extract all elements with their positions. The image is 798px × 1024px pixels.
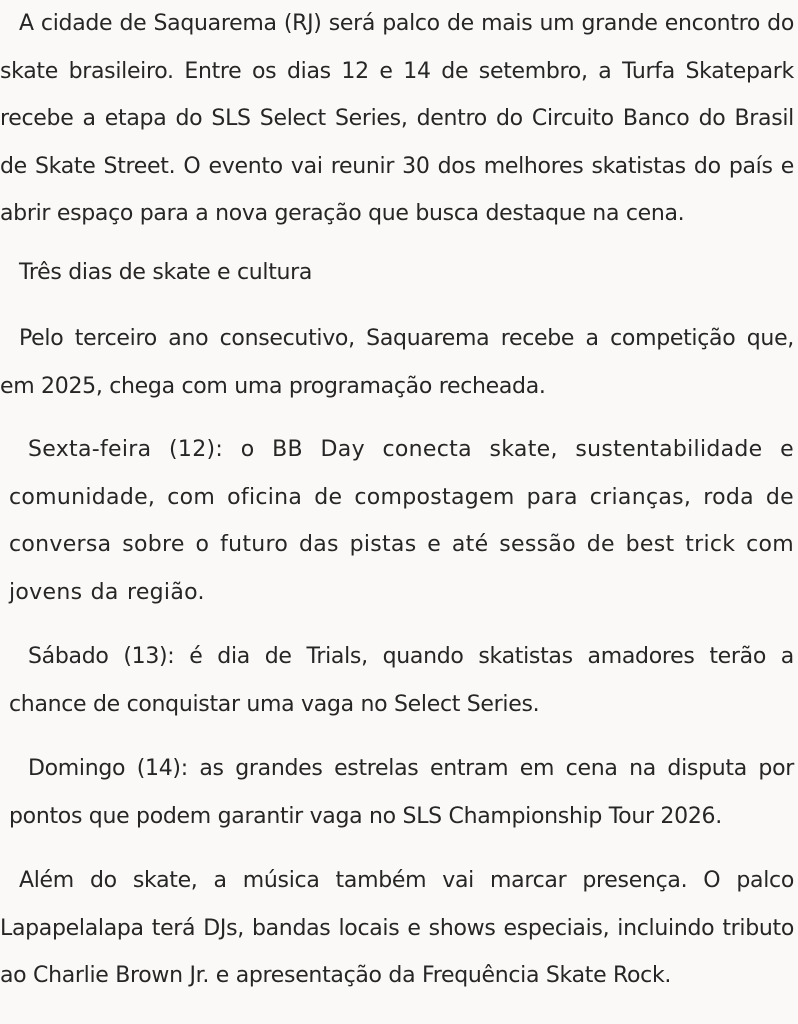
sunday-paragraph: Domingo (14): as grandes estrelas entram em cena na disputa por pontos que podem garantir vaga no SLS Championship Tour 2026.	[9, 756, 794, 829]
friday-paragraph: Sexta-feira (12): o BB Day conecta skate, sustentabilidade e comunidade, com oficina de compostagem para crianças, roda de conversa sobre o futuro das pistas e até sessão de best trick com jovens da região.	[9, 437, 794, 605]
section-subheading: Três dias de skate e cultura	[19, 260, 313, 285]
schedule-intro-paragraph: Pelo terceiro ano consecutivo, Saquarema recebe a competição que, em 2025, chega com uma programação recheada.	[0, 326, 794, 399]
intro-paragraph: A cidade de Saquarema (RJ) será palco de mais um grande encontro do skate brasileiro. Entre os dias 12 e 14 de setembro, a Turfa Skatepark recebe a etapa do SLS Select Series, dentro do Circuito Banco do Brasil de Skate Street. O evento vai reunir 30 dos melhores skatistas do país e abrir espaço para a nova geração que busca destaque na cena.	[0, 11, 794, 226]
music-paragraph: Além do skate, a música também vai marcar presença. O palco Lapapelalapa terá DJs, bandas locais e shows especiais, incluindo tributo ao Charlie Brown Jr. e apresentação da Frequência Skate Rock.	[0, 868, 794, 988]
saturday-paragraph: Sábado (13): é dia de Trials, quando skatistas amadores terão a chance de conquistar uma vaga no Select Series.	[9, 644, 794, 717]
